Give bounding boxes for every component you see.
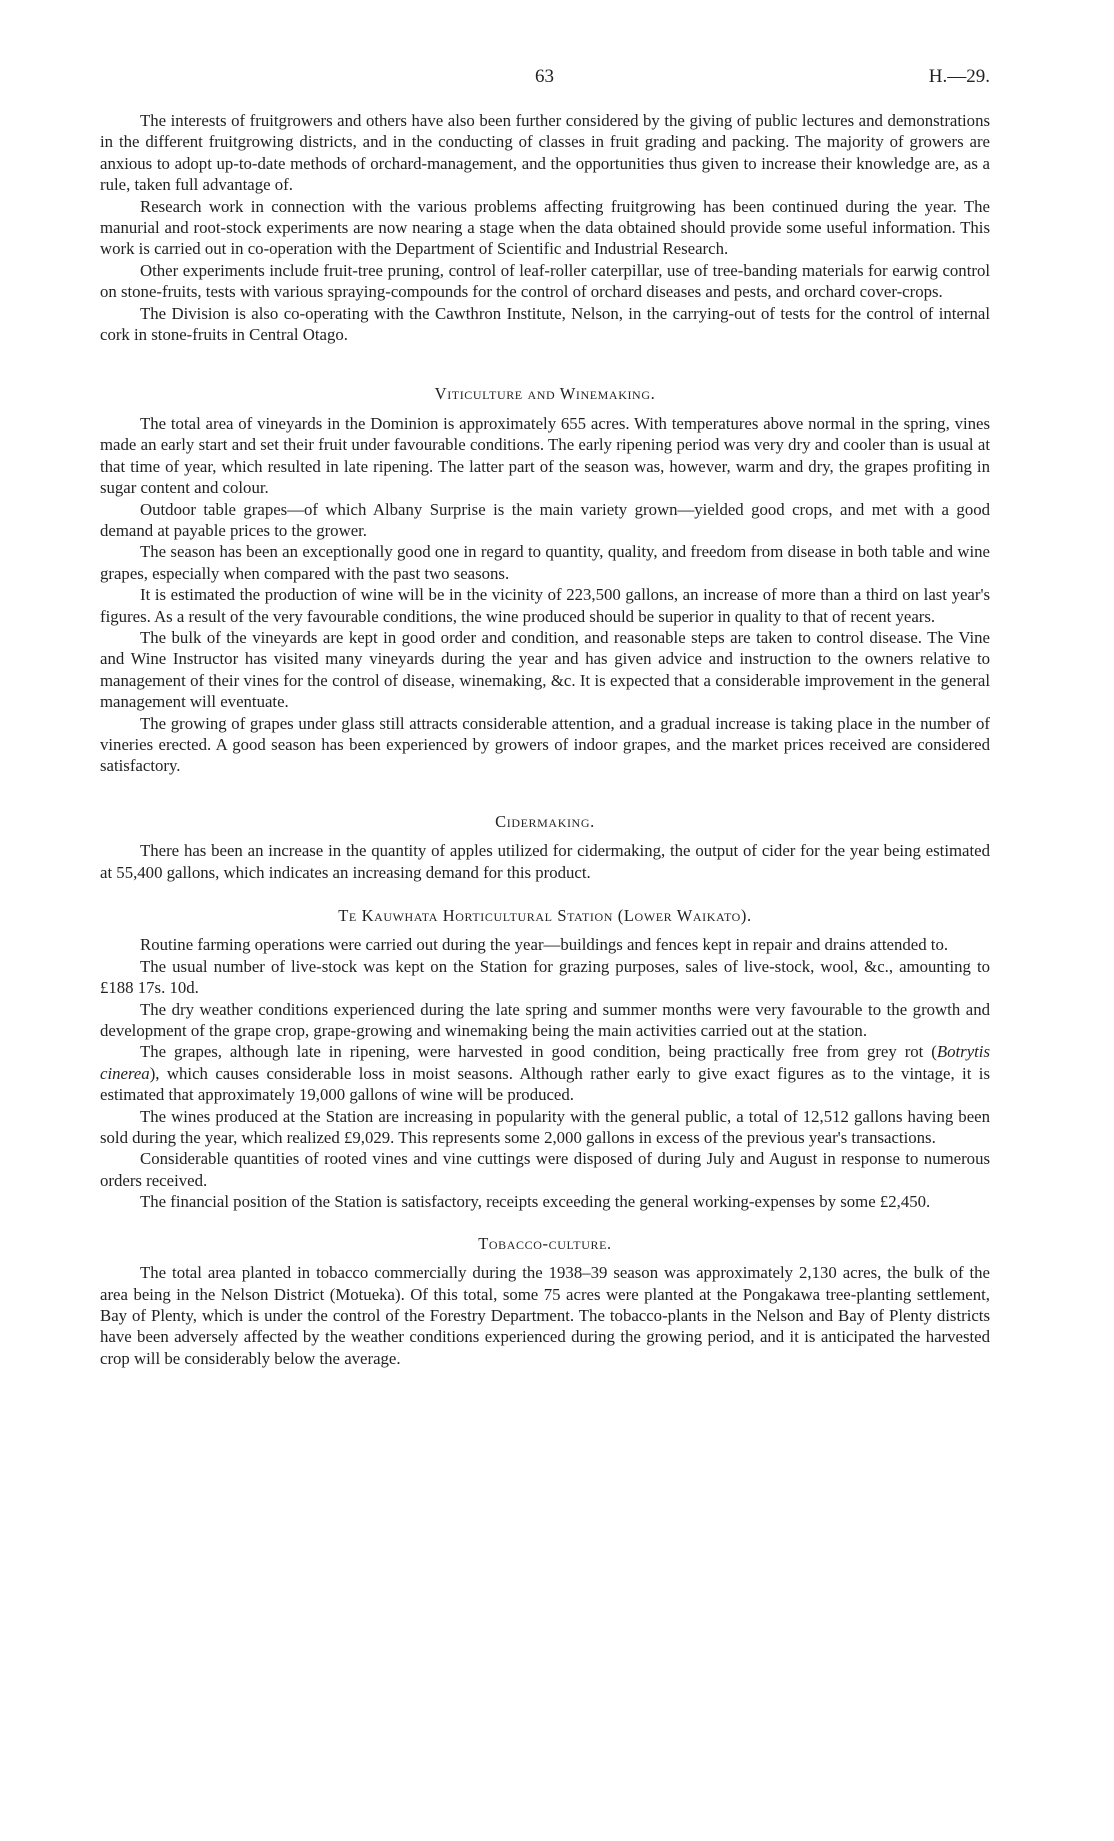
paragraph: The wines produced at the Station are increasing in popularity with the general public, a total of 12,512 gallons having been sold during the year, which realized £9,029. This represents some 2,000 gallons in excess of the previous year's transactions. [100, 1106, 990, 1148]
page-number: 63 [535, 66, 554, 87]
te-kauwhata-section [100, 905, 990, 1213]
paragraph [100, 1041, 990, 1105]
paragraph: Routine farming operations were carried out during the year—buildings and fences kept in repair and drains attended to. [140, 935, 949, 955]
page-header [100, 66, 990, 110]
intro-section [100, 110, 990, 345]
section-heading: Cidermaking. [495, 811, 595, 831]
paragraph: The financial position of the Station is satisfactory, receipts exceeding the general working-expenses by some £2,450. [140, 1192, 931, 1212]
viticulture-section [100, 383, 990, 776]
species-name: Botrytis cinerea [100, 1042, 990, 1083]
paragraph: The growing of grapes under glass still attracts considerable attention, and a gradual increase is taking place in the number of vineries erected. A good season has been experienced by growers of indoor grapes, and the market prices received are considered satisfactory. [100, 713, 990, 776]
paragraph: The total area planted in tobacco commercially during the 1938–39 season was approximately 2,130 acres, the bulk of the area being in the Nelson District (Motueka). Of this total, some 75 acres were planted at the Pongakawa tree-planting settlement, Bay of Plenty, which is under the control of the Forestry Department. The tobacco-plants in the Nelson and Bay of Plenty districts have been adversely affected by the weather conditions experienced during the growing period, and it is anticipated the harvested crop will be considerably below the average. [100, 1263, 990, 1368]
paragraph: The Division is also co-operating with the Cawthron Institute, Nelson, in the carrying-out of tests for the control of internal cork in stone-fruits in Central Otago. [100, 303, 990, 345]
paragraph: Outdoor table grapes—of which Albany Surprise is the main variety grown—yielded good crops, and met with a good demand at payable prices to the grower. [100, 499, 990, 540]
paragraph: The interests of fruitgrowers and others have also been further considered by the giving of public lectures and demonstrations in the different fruitgrowing districts, and in the conducting of classes in fruit grading and packing. The majority of growers are anxious to adopt up-to-date methods of orchard-management, and the opportunities thus given to increase their knowledge are, as a rule, taken full advantage of. [100, 111, 990, 195]
paragraph: The season has been an exceptionally good one in regard to quantity, quality, and freedom from disease in both table and wine grapes, especially when compared with the past two seasons. [100, 542, 990, 583]
section-heading: Tobacco-culture. [478, 1233, 612, 1253]
tobacco-section [100, 1233, 990, 1369]
paragraph: Research work in connection with the various problems affecting fruitgrowing has been continued during the year. The manurial and root-stock experiments are now nearing a stage when the data obtained should provide some useful information. This work is carried out in co-operation with the Department of Scientific and Industrial Research. [100, 196, 990, 259]
section-heading: Te Kauwhata Horticultural Station (Lower Waikato). [338, 906, 752, 925]
paragraph: The bulk of the vineyards are kept in good order and condition, and reasonable steps are taken to control disease. The Vine and Wine Instructor has visited many vineyards during the year and has given advice and instruction to the owners relative to management of their vines for the control of disease, winemaking, &c. It is expected that a considerable improvement in the general management will eventuate. [100, 627, 990, 712]
text-run: The grapes, although late in ripening, were harvested in good condition, being practically free from grey rot ( [140, 1042, 937, 1062]
paragraph: There has been an increase in the quantity of apples utilized for cidermaking, the output of cider for the year being estimated at 55,400 gallons, which indicates an increasing demand for this product. [100, 841, 990, 882]
paragraph: Considerable quantities of rooted vines and vine cuttings were disposed of during July and August in response to numerous orders received. [100, 1149, 990, 1190]
document-reference: H.—29. [928, 66, 990, 87]
text-run: ), which causes considerable loss in moist seasons. Although rather early to give exact figures as to the vintage, it is estimated that approximately 19,000 gallons of wine will be produced. [100, 1063, 990, 1105]
paragraph: The total area of vineyards in the Dominion is approximately 655 acres. With temperatures above normal in the spring, vines made an early start and set their fruit under favourable conditions. The early ripening period was very dry and cooler than is usual at that time of year, which resulted in late ripening. The latter part of the season was, however, warm and dry, the grapes profiting in sugar content and colour. [100, 413, 990, 498]
section-heading: Viticulture and Winemaking. [434, 384, 656, 404]
paragraph: Other experiments include fruit-tree pruning, control of leaf-roller caterpillar, use of tree-banding materials for earwig control on stone-fruits, tests with various spraying-compounds for the control of orchard diseases and pests, and orchard cover-crops. [100, 260, 990, 302]
cidermaking-section [100, 811, 990, 883]
paragraph: It is estimated the production of wine will be in the vicinity of 223,500 gallons, an increase of more than a third on last year's figures. As a result of the very favourable conditions, the wine produced should be superior in quality to that of recent years. [100, 585, 990, 626]
paragraph: The dry weather conditions experienced during the late spring and summer months were very favourable to the growth and development of the grape crop, grape-growing and winemaking being the main activities carried out at the station. [100, 999, 990, 1041]
paragraph: The usual number of live-stock was kept on the Station for grazing purposes, sales of live-stock, wool, &c., amounting to £188 17s. 10d. [100, 956, 990, 998]
